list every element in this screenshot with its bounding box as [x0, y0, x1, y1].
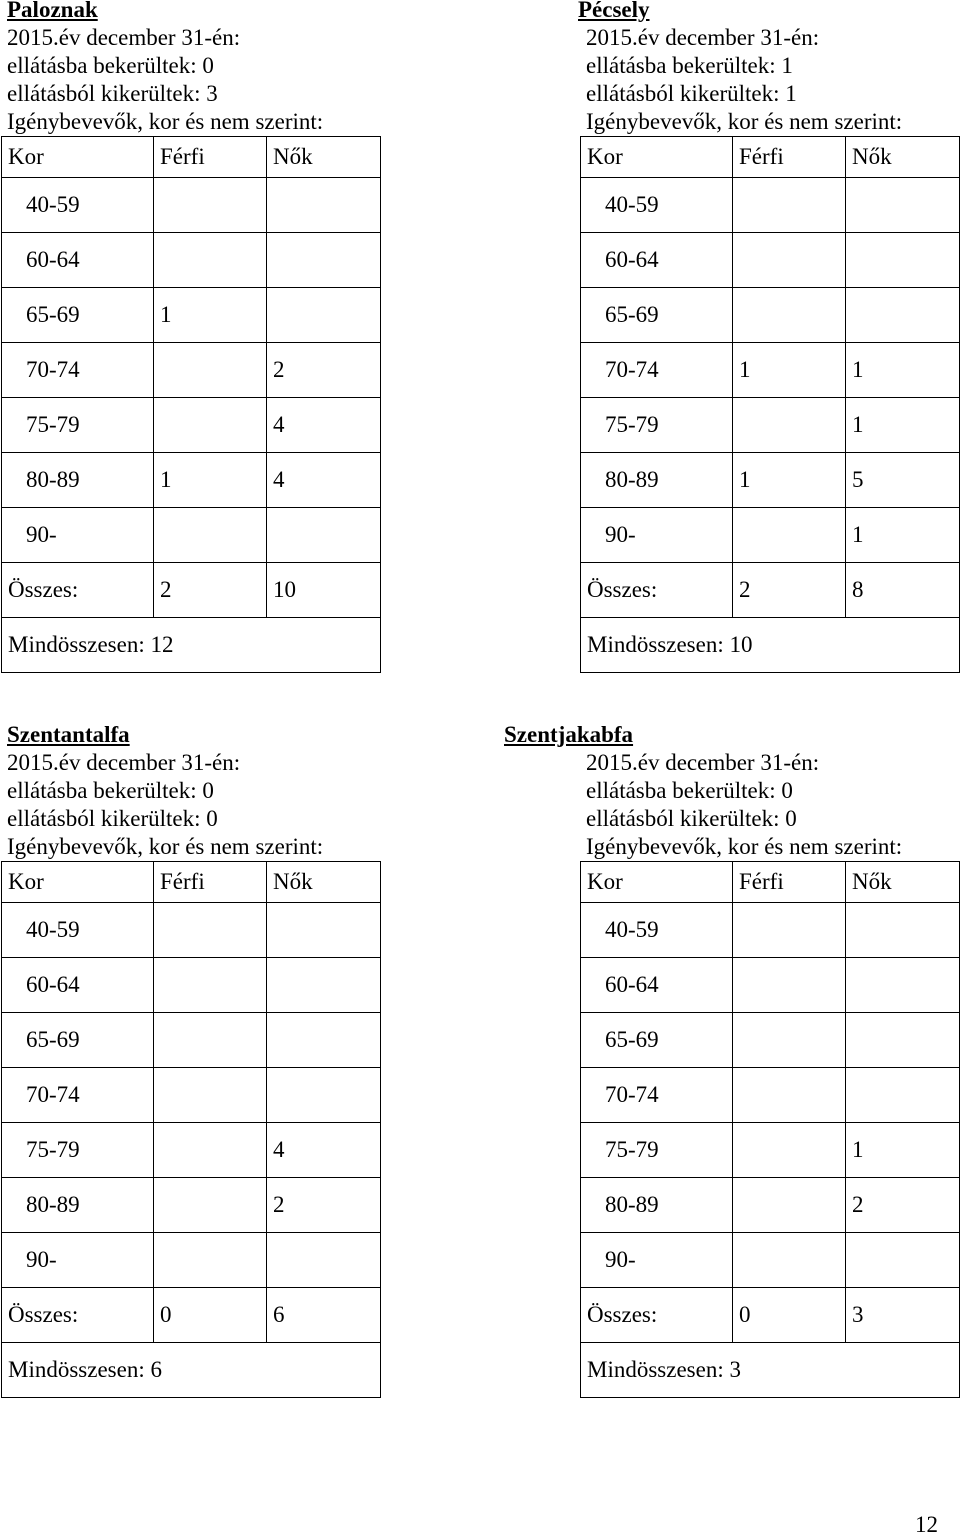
grand-total-row: [2, 618, 381, 673]
table-row: [581, 1233, 960, 1288]
male-count-cell: [154, 343, 267, 398]
table-row: [581, 288, 960, 343]
admitted-line: ellátásba bekerültek: 0: [586, 778, 793, 803]
total-female-cell: 6: [267, 1288, 381, 1343]
settlement-title: Pécsely: [578, 0, 650, 22]
age-group-cell: 70-74: [2, 1068, 154, 1123]
date-line: 2015.év december 31-én:: [7, 25, 241, 50]
table-row: [581, 453, 960, 508]
age-group-cell: 80-89: [581, 453, 733, 508]
table-row: [2, 958, 381, 1013]
male-count-cell: [154, 958, 267, 1013]
age-group-cell: 60-64: [581, 233, 733, 288]
male-count-cell: [733, 1123, 846, 1178]
table-header-row: [2, 137, 381, 178]
age-group-cell: 40-59: [581, 178, 733, 233]
total-label: Összes:: [2, 1288, 154, 1343]
table-row: [2, 508, 381, 563]
header-age: Kor: [2, 137, 154, 178]
grand-total-label: Mindösszesen:: [8, 632, 145, 657]
female-count-cell: 4: [267, 453, 381, 508]
total-row: [581, 1288, 960, 1343]
age-group-cell: 80-89: [2, 453, 154, 508]
age-group-cell: 40-59: [581, 903, 733, 958]
header-female: Nők: [846, 137, 960, 178]
age-group-cell: 75-79: [581, 398, 733, 453]
grand-total-cell: [2, 1343, 381, 1398]
age-group-cell: 65-69: [581, 1013, 733, 1068]
header-male: Férfi: [733, 862, 846, 903]
admitted-line: ellátásba bekerültek: 0: [7, 53, 214, 78]
age-group-cell: 60-64: [2, 958, 154, 1013]
age-group-cell: 70-74: [581, 343, 733, 398]
male-count-cell: [154, 1233, 267, 1288]
male-count-cell: [733, 178, 846, 233]
age-group-cell: 65-69: [2, 288, 154, 343]
male-count-cell: [154, 1013, 267, 1068]
settlement-title: Szentantalfa: [7, 722, 130, 747]
male-count-cell: 1: [733, 343, 846, 398]
total-label: Összes:: [2, 563, 154, 618]
total-female-cell: 10: [267, 563, 381, 618]
total-row: [581, 563, 960, 618]
discharged-line: ellátásból kikerültek: 0: [7, 806, 218, 831]
table-description: Igénybevevők, kor és nem szerint:: [586, 109, 903, 134]
male-count-cell: [733, 1013, 846, 1068]
header-female: Nők: [846, 862, 960, 903]
table-row: [2, 1233, 381, 1288]
table-description: Igénybevevők, kor és nem szerint:: [7, 109, 324, 134]
female-count-cell: [846, 178, 960, 233]
table-header-row: [2, 862, 381, 903]
header-female: Nők: [267, 137, 381, 178]
male-count-cell: [733, 1233, 846, 1288]
male-count-cell: [154, 233, 267, 288]
age-group-cell: 40-59: [2, 903, 154, 958]
table-row: [2, 288, 381, 343]
age-group-cell: 70-74: [2, 343, 154, 398]
female-count-cell: 4: [267, 1123, 381, 1178]
table-row: [581, 233, 960, 288]
recipients-table: [1, 861, 381, 1398]
age-group-cell: 65-69: [2, 1013, 154, 1068]
male-count-cell: [154, 1178, 267, 1233]
total-male-cell: 2: [154, 563, 267, 618]
header-female: Nők: [267, 862, 381, 903]
male-count-cell: [733, 398, 846, 453]
female-count-cell: [267, 903, 381, 958]
table-row: [2, 1123, 381, 1178]
grand-total-cell: [581, 1343, 960, 1398]
table-row: [2, 233, 381, 288]
grand-total-label: Mindösszesen:: [8, 1357, 145, 1382]
table-row: [581, 1178, 960, 1233]
age-group-cell: 75-79: [2, 398, 154, 453]
table-row: [581, 1068, 960, 1123]
female-count-cell: [846, 1013, 960, 1068]
admitted-line: ellátásba bekerültek: 1: [586, 53, 793, 78]
total-label: Összes:: [581, 563, 733, 618]
female-count-cell: [267, 958, 381, 1013]
total-row: [2, 1288, 381, 1343]
header-male: Férfi: [154, 862, 267, 903]
age-group-cell: 40-59: [2, 178, 154, 233]
male-count-cell: [733, 233, 846, 288]
grand-total-value: 10: [729, 632, 753, 657]
table-header-row: [581, 862, 960, 903]
discharged-line: ellátásból kikerültek: 1: [586, 81, 797, 106]
header-male: Férfi: [733, 137, 846, 178]
male-count-cell: [154, 903, 267, 958]
female-count-cell: 1: [846, 1123, 960, 1178]
total-row: [2, 563, 381, 618]
table-row: [581, 903, 960, 958]
header-age: Kor: [2, 862, 154, 903]
admitted-line: ellátásba bekerültek: 0: [7, 778, 214, 803]
date-line: 2015.év december 31-én:: [7, 750, 241, 775]
male-count-cell: [733, 903, 846, 958]
discharged-line: ellátásból kikerültek: 3: [7, 81, 218, 106]
header-male: Férfi: [154, 137, 267, 178]
date-line: 2015.év december 31-én:: [586, 750, 820, 775]
grand-total-value: 6: [150, 1357, 162, 1382]
recipients-table: [580, 861, 960, 1398]
age-group-cell: 80-89: [581, 1178, 733, 1233]
table-row: [2, 1013, 381, 1068]
table-row: [581, 178, 960, 233]
male-count-cell: 1: [154, 288, 267, 343]
header-age: Kor: [581, 862, 733, 903]
date-line: 2015.év december 31-én:: [586, 25, 820, 50]
male-count-cell: [154, 508, 267, 563]
table-row: [2, 453, 381, 508]
table-row: [581, 1013, 960, 1068]
age-group-cell: 70-74: [581, 1068, 733, 1123]
female-count-cell: 5: [846, 453, 960, 508]
male-count-cell: 1: [154, 453, 267, 508]
settlement-block-paloznak: [7, 0, 369, 673]
table-row: [2, 1068, 381, 1123]
total-label: Összes:: [581, 1288, 733, 1343]
grand-total-row: [581, 1343, 960, 1398]
female-count-cell: 2: [846, 1178, 960, 1233]
header-age: Kor: [581, 137, 733, 178]
female-count-cell: [846, 958, 960, 1013]
total-female-cell: 3: [846, 1288, 960, 1343]
settlement-title: Szentjakabfa: [504, 722, 634, 747]
age-group-cell: 90-: [2, 508, 154, 563]
grand-total-row: [581, 618, 960, 673]
table-row: [2, 398, 381, 453]
table-row: [581, 958, 960, 1013]
female-count-cell: [267, 1233, 381, 1288]
total-male-cell: 2: [733, 563, 846, 618]
grand-total-value: 12: [150, 632, 174, 657]
age-group-cell: 75-79: [581, 1123, 733, 1178]
female-count-cell: [846, 233, 960, 288]
total-male-cell: 0: [733, 1288, 846, 1343]
total-male-cell: 0: [154, 1288, 267, 1343]
male-count-cell: [733, 958, 846, 1013]
female-count-cell: 1: [846, 398, 960, 453]
male-count-cell: [154, 398, 267, 453]
male-count-cell: [733, 508, 846, 563]
female-count-cell: [267, 1068, 381, 1123]
grand-total-cell: [2, 618, 381, 673]
male-count-cell: [733, 1178, 846, 1233]
age-group-cell: 60-64: [581, 958, 733, 1013]
page-number: 12: [915, 1512, 938, 1537]
female-count-cell: 1: [846, 343, 960, 398]
total-female-cell: 8: [846, 563, 960, 618]
grand-total-row: [2, 1343, 381, 1398]
female-count-cell: 2: [267, 1178, 381, 1233]
age-group-cell: 65-69: [581, 288, 733, 343]
table-row: [581, 343, 960, 398]
grand-total-label: Mindösszesen:: [587, 1357, 724, 1382]
female-count-cell: 4: [267, 398, 381, 453]
age-group-cell: 60-64: [2, 233, 154, 288]
table-row: [2, 903, 381, 958]
table-row: [2, 1178, 381, 1233]
discharged-line: ellátásból kikerültek: 0: [586, 806, 797, 831]
settlement-title: Paloznak: [7, 0, 98, 22]
age-group-cell: 90-: [2, 1233, 154, 1288]
grand-total-value: 3: [729, 1357, 741, 1382]
recipients-table: [580, 136, 960, 673]
table-description: Igénybevevők, kor és nem szerint:: [7, 834, 324, 859]
female-count-cell: [846, 288, 960, 343]
table-description: Igénybevevők, kor és nem szerint:: [586, 834, 903, 859]
female-count-cell: [846, 903, 960, 958]
age-group-cell: 80-89: [2, 1178, 154, 1233]
female-count-cell: [267, 1013, 381, 1068]
female-count-cell: 2: [267, 343, 381, 398]
male-count-cell: 1: [733, 453, 846, 508]
female-count-cell: [846, 1233, 960, 1288]
settlement-block-pecsely: [578, 0, 948, 673]
female-count-cell: [267, 233, 381, 288]
age-group-cell: 90-: [581, 1233, 733, 1288]
female-count-cell: 1: [846, 508, 960, 563]
recipients-table: [1, 136, 381, 673]
female-count-cell: [267, 178, 381, 233]
settlement-block-szentjakabfa: [504, 721, 948, 1398]
male-count-cell: [733, 288, 846, 343]
female-count-cell: [267, 508, 381, 563]
grand-total-label: Mindösszesen:: [587, 632, 724, 657]
female-count-cell: [846, 1068, 960, 1123]
table-row: [581, 398, 960, 453]
male-count-cell: [733, 1068, 846, 1123]
age-group-cell: 75-79: [2, 1123, 154, 1178]
table-row: [581, 508, 960, 563]
male-count-cell: [154, 1068, 267, 1123]
table-row: [581, 1123, 960, 1178]
female-count-cell: [267, 288, 381, 343]
settlement-block-szentantalfa: [7, 721, 369, 1398]
table-row: [2, 343, 381, 398]
grand-total-cell: [581, 618, 960, 673]
table-header-row: [581, 137, 960, 178]
age-group-cell: 90-: [581, 508, 733, 563]
male-count-cell: [154, 178, 267, 233]
table-row: [2, 178, 381, 233]
male-count-cell: [154, 1123, 267, 1178]
